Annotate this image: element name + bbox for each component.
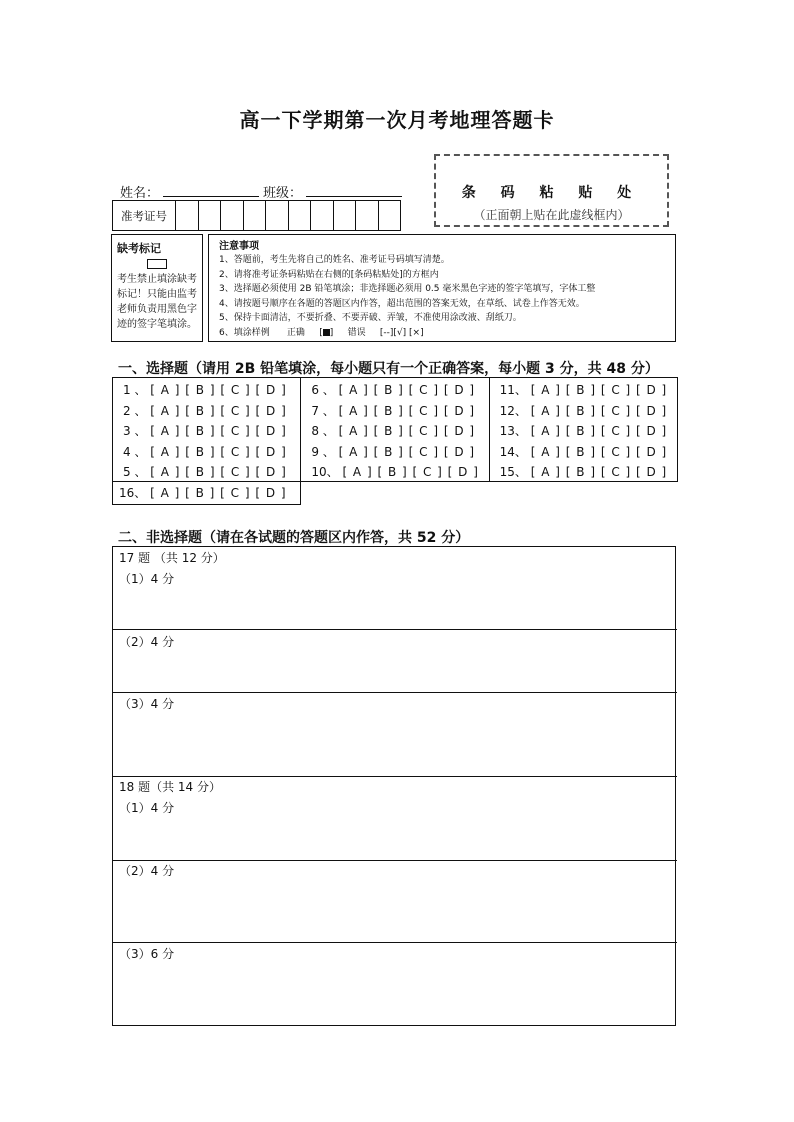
question-number: 2 、 (123, 403, 147, 418)
exam-number-cell[interactable] (244, 201, 267, 230)
mc-question[interactable] (301, 421, 488, 442)
exam-number-cell[interactable] (334, 201, 357, 230)
name-field[interactable] (163, 182, 259, 197)
mc-question[interactable] (490, 380, 677, 401)
mc-column (489, 378, 677, 481)
question-number: 10、 (311, 465, 339, 479)
mc-question[interactable] (301, 401, 488, 422)
question-number: 8 、 (311, 424, 335, 438)
exam-number-cell[interactable] (379, 201, 401, 230)
q18-title: 18 题（共 14 分） (119, 780, 221, 794)
class-label: 班级： (263, 186, 303, 201)
note-line-sample (219, 326, 665, 341)
question-number: 12、 (499, 403, 527, 418)
note-line: 5、保持卡面清洁，不要折叠、不要弄破、弄皱，不准使用涂改液、刮纸刀。 (219, 313, 522, 323)
wrong-marks: [--][√] [×] (379, 327, 424, 338)
multiple-choice-grid (112, 377, 678, 482)
answer-options[interactable]: [ A ] [ B ] [ C ] [ D ] (530, 465, 668, 479)
question-number: 14、 (499, 444, 527, 459)
filled-square-icon (323, 329, 330, 336)
mc-column (113, 378, 300, 481)
answer-options[interactable]: [ A ] [ B ] [ C ] [ D ] (150, 486, 287, 500)
mc-question[interactable] (301, 442, 488, 463)
q17-part-label: （3）4 分 (119, 697, 175, 711)
answer-options[interactable]: [ A ] [ B ] [ C ] [ D ] (338, 383, 476, 397)
question-number: 9 、 (311, 444, 335, 459)
notes-box (208, 234, 676, 342)
question-number: 3 、 (123, 424, 147, 438)
exam-number-cell[interactable] (266, 201, 289, 230)
wrong-label: 错误 (347, 327, 366, 338)
barcode-area (434, 154, 669, 227)
q17-title: 17 题 （共 12 分） (119, 551, 225, 565)
non-choice-answer-area[interactable] (112, 546, 676, 1026)
barcode-title: 条 码 粘 贴 处 (461, 185, 642, 201)
answer-options[interactable]: [ A ] [ B ] [ C ] [ D ] (150, 383, 287, 397)
notes-heading: 注意事项 (219, 241, 259, 252)
mc-question[interactable] (113, 380, 300, 401)
answer-divider (112, 942, 677, 943)
mc-question[interactable] (490, 442, 677, 463)
answer-options[interactable]: [ A ] [ B ] [ C ] [ D ] (342, 465, 479, 479)
correct-label: 正确 (286, 327, 305, 338)
mc-column (300, 378, 488, 481)
section1-title: 一、选择题（请用 2B 铅笔填涂，每小题只有一个正确答案，每小题 3 分，共 48 分） (118, 361, 659, 377)
q18-part-label: （3）6 分 (119, 947, 175, 961)
exam-number-cell[interactable] (221, 201, 244, 230)
question-number: 13、 (499, 424, 527, 438)
barcode-note: （正面朝上贴在此虚线框内） (473, 208, 630, 222)
answer-options[interactable]: [ A ] [ B ] [ C ] [ D ] (338, 424, 476, 438)
q18-part-label: （1）4 分 (119, 801, 175, 815)
absence-mark-checkbox[interactable] (147, 259, 167, 269)
name-class-line (120, 182, 406, 201)
exam-number-cell[interactable] (199, 201, 222, 230)
answer-options[interactable]: [ A ] [ B ] [ C ] [ D ] (530, 403, 668, 418)
answer-divider (112, 629, 677, 630)
question-number: 15、 (499, 465, 527, 479)
question-number: 16、 (119, 486, 147, 500)
note-line: 2、请将准考证条码粘贴在右侧的[条码粘贴处]的方框内 (219, 269, 439, 280)
answer-options[interactable]: [ A ] [ B ] [ C ] [ D ] (338, 444, 476, 459)
class-field[interactable] (306, 182, 402, 197)
exam-number-cell[interactable] (176, 201, 199, 230)
answer-divider (112, 860, 677, 861)
sample-label: 6、填涂样例 (219, 327, 270, 338)
question-number: 1 、 (123, 383, 147, 397)
mc-question[interactable] (113, 481, 300, 505)
mc-question[interactable] (490, 401, 677, 422)
exam-number-cell[interactable] (311, 201, 334, 230)
mc-question[interactable] (301, 462, 488, 483)
exam-number-cell[interactable] (289, 201, 312, 230)
answer-options[interactable]: [ A ] [ B ] [ C ] [ D ] (530, 383, 668, 397)
answer-options[interactable]: [ A ] [ B ] [ C ] [ D ] (150, 403, 287, 418)
mc-question-16-box (112, 481, 301, 505)
answer-options[interactable]: [ A ] [ B ] [ C ] [ D ] (338, 403, 476, 418)
absence-heading: 缺考标记 (117, 242, 161, 255)
question-number: 5 、 (123, 465, 147, 479)
correct-mark-open: [ (319, 327, 323, 338)
q17-part-label: （2）4 分 (119, 635, 175, 649)
mc-question[interactable] (113, 462, 300, 483)
section2-title: 二、非选择题（请在各试题的答题区内作答，共 52 分） (118, 530, 470, 546)
q17-part-label: （1）4 分 (119, 572, 175, 586)
question-number: 4 、 (123, 444, 147, 459)
page-title: 高一下学期第一次月考地理答题卡 (239, 108, 555, 132)
mc-question[interactable] (301, 380, 488, 401)
note-line: 1、答题前，考生先将自己的姓名、准考证号码填写清楚。 (219, 255, 450, 265)
question-number: 11、 (499, 383, 527, 397)
question-number: 7 、 (311, 403, 335, 418)
note-line: 3、选择题必须使用 2B 铅笔填涂；非选择题必须用 0.5 毫米黑色字迹的签字笔填写，字体工整 (219, 284, 596, 294)
mc-question[interactable] (490, 462, 677, 483)
exam-number-cell[interactable] (356, 201, 379, 230)
answer-options[interactable]: [ A ] [ B ] [ C ] [ D ] (530, 444, 668, 459)
answer-options[interactable]: [ A ] [ B ] [ C ] [ D ] (150, 444, 287, 459)
answer-options[interactable]: [ A ] [ B ] [ C ] [ D ] (150, 424, 287, 438)
mc-question[interactable] (490, 421, 677, 442)
note-line: 4、请按题号顺序在各题的答题区内作答，超出范围的答案无效，在草纸、试卷上作答无效。 (219, 298, 585, 309)
answer-options[interactable]: [ A ] [ B ] [ C ] [ D ] (150, 465, 287, 479)
name-label: 姓名： (120, 186, 160, 201)
answer-options[interactable]: [ A ] [ B ] [ C ] [ D ] (530, 424, 668, 438)
mc-question[interactable] (113, 442, 300, 463)
exam-number-label: 准考证号 (113, 201, 176, 230)
correct-mark-close: ] (329, 327, 334, 338)
absence-mark-box (111, 234, 203, 342)
mc-question[interactable] (113, 421, 300, 442)
question-number: 6 、 (311, 383, 335, 397)
q18-part-label: （2）4 分 (119, 864, 175, 878)
mc-question[interactable] (113, 401, 300, 422)
answer-divider (112, 692, 677, 693)
exam-number-box (112, 200, 401, 231)
answer-divider (112, 776, 677, 777)
absence-text: 考生禁止填涂缺考标记！只能由监考老师负责用黑色字迹的签字笔填涂。 (117, 274, 197, 330)
